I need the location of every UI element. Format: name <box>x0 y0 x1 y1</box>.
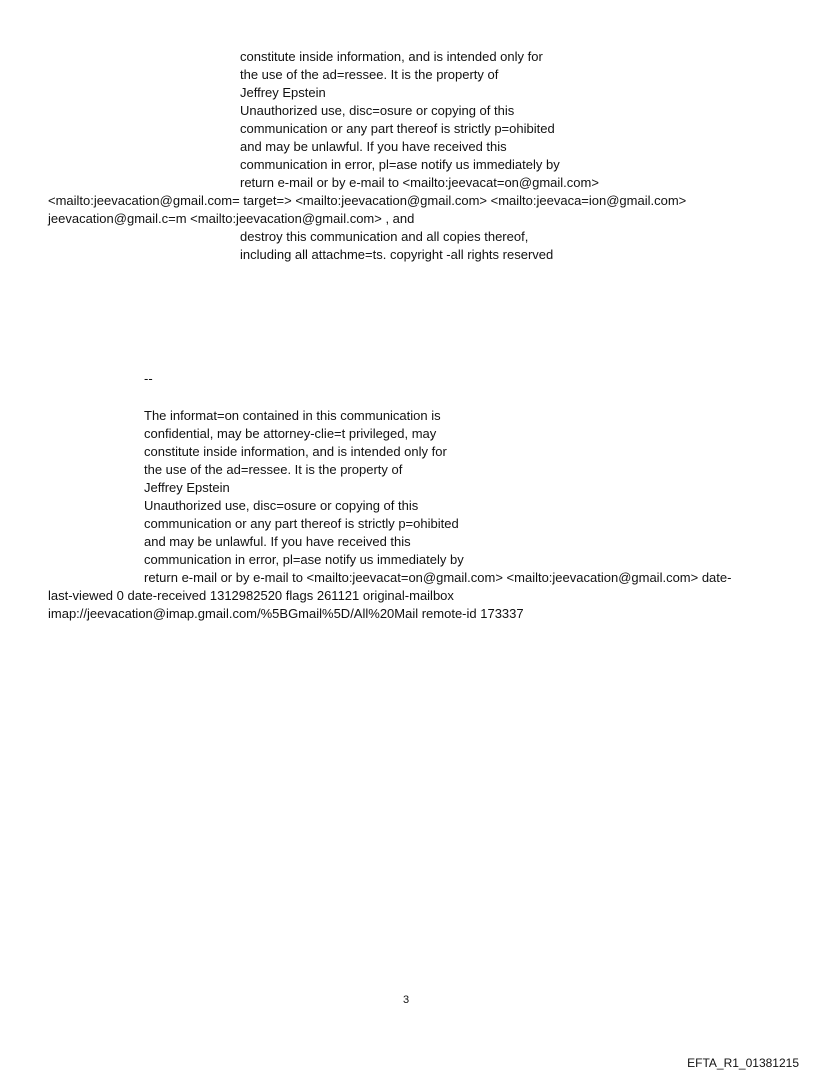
body-text-line: Unauthorized use, disc=osure or copying of this <box>144 498 419 513</box>
body-text-line: destroy this communication and all copies thereof, <box>240 229 529 244</box>
body-text-line: last-viewed 0 date-received 1312982520 flags 261121 original-mailbox <box>48 588 454 603</box>
body-text-line: communication or any part thereof is strictly p=ohibited <box>240 121 555 136</box>
body-text-line: return e-mail or by e-mail to <mailto:jeevacat=on@gmail.com> <box>240 175 599 190</box>
body-text-line: Jeffrey Epstein <box>240 85 326 100</box>
body-text-line: return e-mail or by e-mail to <mailto:jeevacat=on@gmail.com> <mailto:jeevacation@gmail.com> date- <box>144 570 732 585</box>
body-text-line: communication in error, pl=ase notify us immediately by <box>144 552 464 567</box>
body-text-line: <mailto:jeevacation@gmail.com= target=> <mailto:jeevacation@gmail.com> <mailto:jeevaca=ion@gmail.com> <box>48 193 687 208</box>
body-text-line: confidential, may be attorney-clie=t privileged, may <box>144 426 437 441</box>
body-text-line: and may be unlawful. If you have received this <box>240 139 507 154</box>
body-text-line: Jeffrey Epstein <box>144 480 230 495</box>
body-text-line: and may be unlawful. If you have received this <box>144 534 411 549</box>
body-text-line: jeevacation@gmail.c=m <mailto:jeevacation@gmail.com> , and <box>48 211 415 226</box>
body-text-line: communication or any part thereof is strictly p=ohibited <box>144 516 459 531</box>
body-text-line: The informat=on contained in this communication is <box>144 408 441 423</box>
body-text-line: the use of the ad=ressee. It is the property of <box>240 67 499 82</box>
body-text-line: imap://jeevacation@imap.gmail.com/%5BGmail%5D/All%20Mail remote-id 173337 <box>48 606 524 621</box>
body-text-line: including all attachme=ts. copyright -all rights reserved <box>240 247 554 262</box>
signature-separator: -- <box>144 371 153 386</box>
body-text-line: constitute inside information, and is intended only for <box>240 49 543 64</box>
body-text-line: the use of the ad=ressee. It is the property of <box>144 462 403 477</box>
body-text-line: Unauthorized use, disc=osure or copying of this <box>240 103 515 118</box>
page-number: 3 <box>403 994 410 1006</box>
document-id: EFTA_R1_01381215 <box>687 1056 799 1070</box>
body-text-line: communication in error, pl=ase notify us immediately by <box>240 157 560 172</box>
body-text-line: constitute inside information, and is intended only for <box>144 444 447 459</box>
